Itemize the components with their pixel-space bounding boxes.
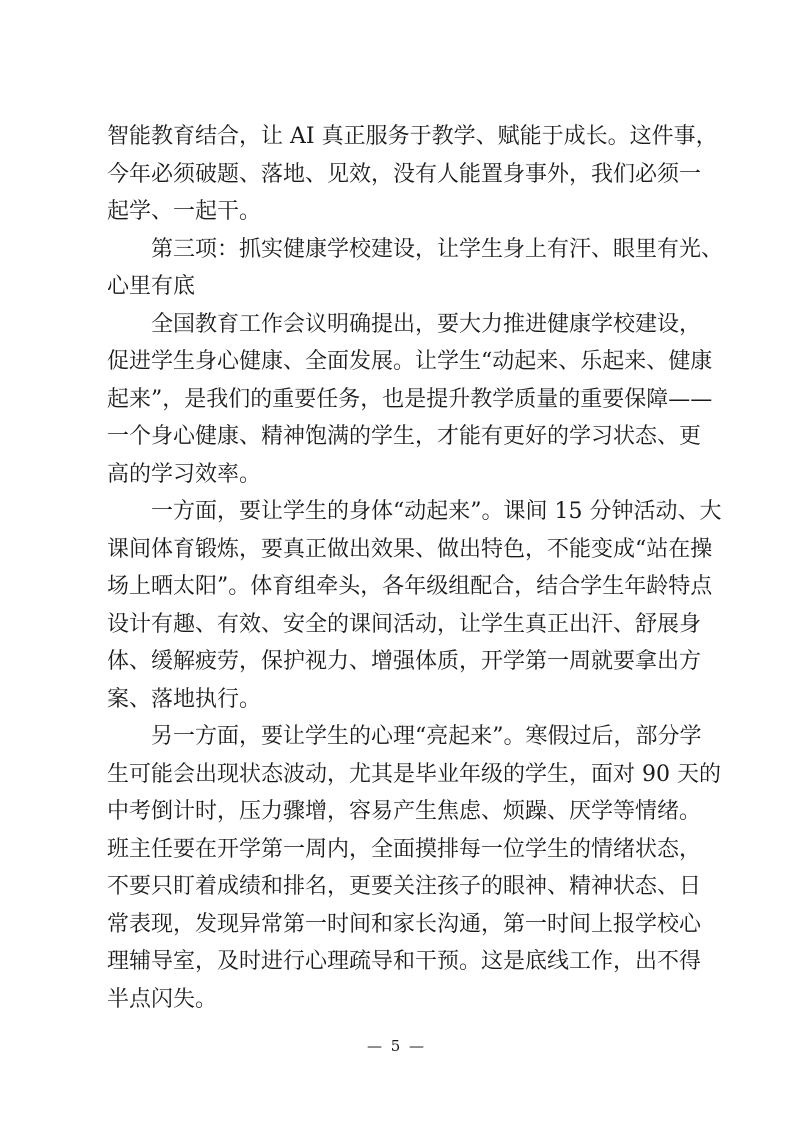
text-line: 不要只盯着成绩和排名，更要关注孩子的眼神、精神状态、日 [107,874,702,899]
text-line: 今年必须破题、落地、见效，没有人能置身事外，我们必须一 [107,162,702,187]
text-line: 促进学生身心健康、全面发展。让学生“动起来、乐起来、健康 [107,349,713,374]
text-line: 起来”，是我们的重要任务，也是提升教学质量的重要保障—— [107,387,713,412]
text-line: 一个身心健康、精神饱满的学生，才能有更好的学习状态、更 [107,424,702,449]
text-line: 体、缓解疲劳，保护视力、增强体质，开学第一周就要拿出方 [107,649,702,674]
page-number: — 5 — [366,1037,427,1055]
text-line: 课间体育锻炼，要真正做出效果、做出特色，不能变成“站在操 [107,537,713,562]
section-heading: 第三项：抓实健康学校建设，让学生身上有汗、眼里有光、 [151,237,724,262]
text-line: 高的学习效率。 [107,462,262,487]
text-line: 生可能会出现状态波动，尤其是毕业年级的学生，面对 90 天的 [107,762,721,787]
text-line: 起学、一起干。 [107,199,262,224]
text-line: 场上晒太阳”。体育组牵头，各年级组配合，结合学生年龄特点 [107,574,713,599]
text-line: 全国教育工作会议明确提出，要大力推进健康学校建设， [151,312,702,337]
text-line: 中考倒计时，压力骤增，容易产生焦虑、烦躁、厌学等情绪。 [107,799,702,824]
text-line: 案、落地执行。 [107,687,262,712]
text-line: 一方面，要让学生的身体“动起来”。课间 15 分钟活动、大 [151,499,722,524]
text-line: 另一方面，要让学生的心理“亮起来”。寒假过后，部分学 [151,724,702,749]
section-heading-continued: 心里有底 [107,274,196,299]
text-line: 设计有趣、有效、安全的课间活动，让学生真正出汗、舒展身 [107,612,702,637]
text-line: 常表现，发现异常第一时间和家长沟通，第一时间上报学校心 [107,912,702,937]
text-line: 理辅导室，及时进行心理疏导和干预。这是底线工作，出不得 [107,949,702,974]
text-line: 智能教育结合，让 AI 真正服务于教学、赋能于成长。这件事， [107,124,718,149]
text-line: 班主任要在开学第一周内，全面摸排每一位学生的情绪状态， [107,837,702,862]
text-line: 半点闪失。 [107,987,218,1012]
